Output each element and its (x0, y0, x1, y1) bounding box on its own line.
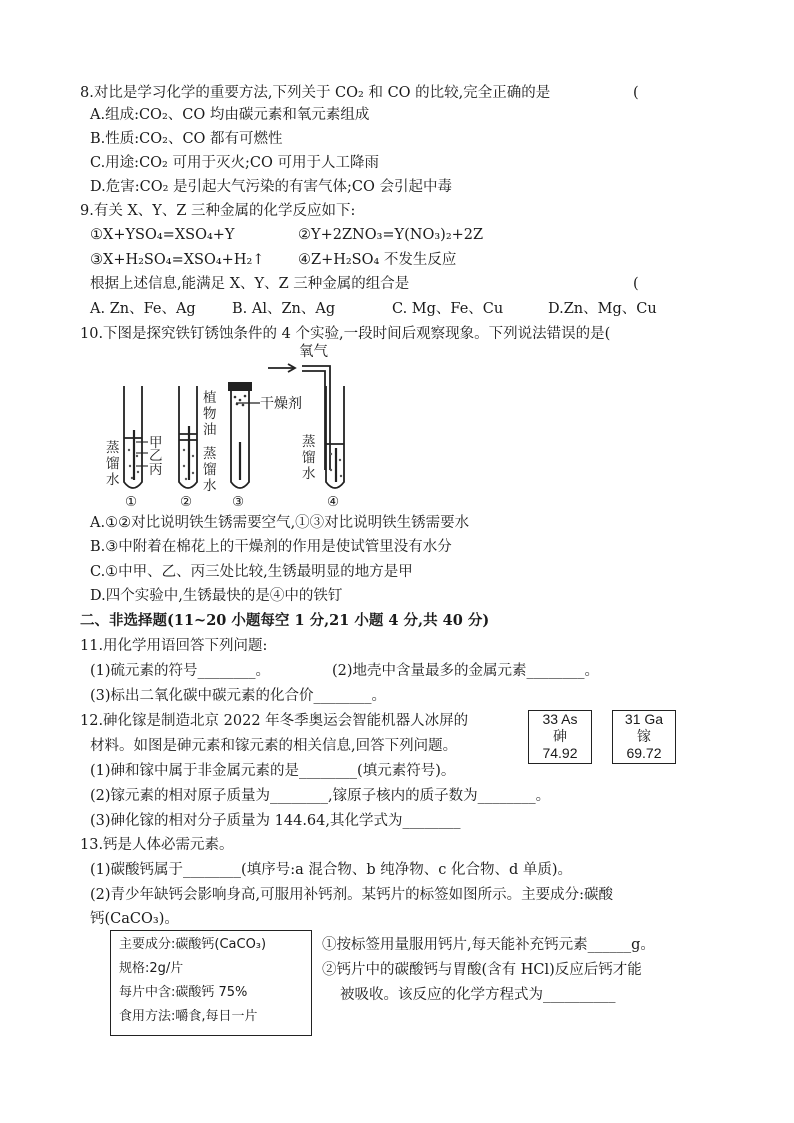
q12-part-2: (2)镓元素的相对原子质量为________,镓原子核内的质子数为________。 (90, 788, 551, 804)
q11-part-1: (1)硫元素的符号________。 (90, 663, 271, 679)
q9-option-c: C. Mg、Fe、Cu (392, 301, 504, 317)
label-content: 每片中含:碳酸钙 75% (119, 985, 248, 1000)
q8-answer-paren: ( (633, 85, 639, 101)
position-yi-label: 乙 (149, 448, 163, 464)
q9-stem: 9.有关 X、Y、Z 三种金属的化学反应如下: (80, 203, 356, 219)
q9-reaction-4: ④Z+H₂SO₄ 不发生反应 (298, 252, 457, 268)
q13-stem: 13.钙是人体必需元素。 (80, 837, 234, 853)
arsenic-name: 砷 (553, 728, 567, 744)
q12-part-1: (1)砷和镓中属于非金属元素的是________(填元素符号)。 (90, 763, 456, 779)
q11-part-3: (3)标出二氧化碳中碳元素的化合价________。 (90, 688, 387, 704)
tube-number-1: ① (125, 494, 138, 510)
q8-option-b: B.性质:CO₂、CO 都有可燃性 (90, 131, 283, 147)
q13-sub-2-line-2: 被吸收。该反应的化学方程式为__________ (340, 987, 616, 1003)
tube4-water-label: 蒸馏水 (302, 434, 316, 482)
q13-part-1: (1)碳酸钙属于________(填序号:a 混合物、b 纯净物、c 化合物、d 单质)。 (90, 862, 573, 878)
tube2-oil-label: 植物油 (203, 390, 217, 438)
tube-number-2: ② (180, 494, 193, 510)
label-main-ingredient: 主要成分:碳酸钙(CaCO₃) (119, 937, 267, 952)
desiccant-label: 干燥剂 (260, 396, 302, 412)
q10-stem: 10.下图是探究铁钉锈蚀条件的 4 个实验,一段时间后观察现象。下列说法错误的是( (80, 326, 611, 342)
q11-part-2: (2)地壳中含量最多的金属元素________。 (332, 663, 600, 679)
q8-option-d: D.危害:CO₂ 是引起大气污染的有害气体;CO 会引起中毒 (90, 179, 452, 195)
q10-option-a: A.①②对比说明铁生锈需要空气,①③对比说明铁生锈需要水 (90, 515, 470, 531)
q9-reaction-2: ②Y+2ZNO₃=Y(NO₃)₂+2Z (298, 227, 484, 243)
calcium-tablet-label (110, 930, 312, 1036)
gallium-number-symbol: 31 Ga (624, 711, 664, 727)
tube-number-4: ④ (327, 494, 340, 510)
q10-option-b: B.③中附着在棉花上的干燥剂的作用是使试管里没有水分 (90, 539, 452, 555)
q9-answer-paren: ( (633, 276, 639, 292)
q12-stem-line-2: 材料。如图是砷元素和镓元素的相关信息,回答下列问题。 (90, 738, 458, 754)
q8-option-c: C.用途:CO₂ 可用于灭火;CO 可用于人工降雨 (90, 155, 379, 171)
oxygen-label: 氧气 (299, 344, 328, 360)
label-spec: 规格:2g/片 (119, 961, 184, 976)
position-bing-label: 丙 (149, 462, 163, 478)
q12-part-3: (3)砷化镓的相对分子质量为 144.64,其化学式为________ (90, 813, 461, 829)
gallium-mass: 69.72 (626, 745, 662, 761)
q9-reaction-3: ③X+H₂SO₄=XSO₄+H₂↑ (90, 252, 265, 268)
q13-sub-1: ①按标签用量服用钙片,每天能补充钙元素______g。 (322, 937, 655, 953)
q10-option-c: C.①中甲、乙、丙三处比较,生锈最明显的地方是甲 (90, 564, 413, 580)
gallium-name: 镓 (637, 728, 651, 744)
q13-part-2-line-2: 钙(CaCO₃)。 (90, 911, 179, 927)
q13-part-2-line-1: (2)青少年缺钙会影响身高,可服用补钙剂。某钙片的标签如图所示。主要成分:碳酸 (90, 887, 614, 903)
section-2-heading: 二、非选择题(11~20 小题每空 1 分,21 小题 4 分,共 40 分) (80, 612, 490, 629)
q9-reaction-1: ①X+YSO₄=XSO₄+Y (90, 227, 235, 243)
arsenic-mass: 74.92 (542, 745, 578, 761)
tube2-water-label: 蒸馏水 (203, 446, 217, 494)
test-tubes-diagram (90, 342, 390, 512)
rust-experiment-figure (90, 342, 390, 512)
arsenic-element-card (528, 710, 592, 764)
q9-option-a: A. Zn、Fe、Ag (90, 301, 196, 317)
q9-question: 根据上述信息,能满足 X、Y、Z 三种金属的组合是 (90, 276, 410, 292)
q11-stem: 11.用化学用语回答下列问题: (80, 638, 268, 654)
position-jia-label: 甲 (149, 435, 163, 451)
q9-option-d: D.Zn、Mg、Cu (548, 301, 657, 317)
arsenic-number-symbol: 33 As (542, 711, 578, 727)
q8-stem: 8.对比是学习化学的重要方法,下列关于 CO₂ 和 CO 的比较,完全正确的是 (80, 85, 551, 101)
q10-option-d: D.四个实验中,生锈最快的是④中的铁钉 (90, 588, 343, 604)
tube1-water-label: 蒸馏水 (106, 440, 120, 488)
label-usage: 食用方法:嚼食,每日一片 (119, 1009, 258, 1024)
gallium-element-card (612, 710, 676, 764)
q13-sub-2-line-1: ②钙片中的碳酸钙与胃酸(含有 HCl)反应后钙才能 (322, 962, 642, 978)
q12-stem-line-1: 12.砷化镓是制造北京 2022 年冬季奥运会智能机器人冰屏的 (80, 713, 469, 729)
q9-option-b: B. Al、Zn、Ag (232, 301, 336, 317)
q8-option-a: A.组成:CO₂、CO 均由碳元素和氧元素组成 (90, 107, 370, 123)
tube-number-3: ③ (232, 494, 245, 510)
